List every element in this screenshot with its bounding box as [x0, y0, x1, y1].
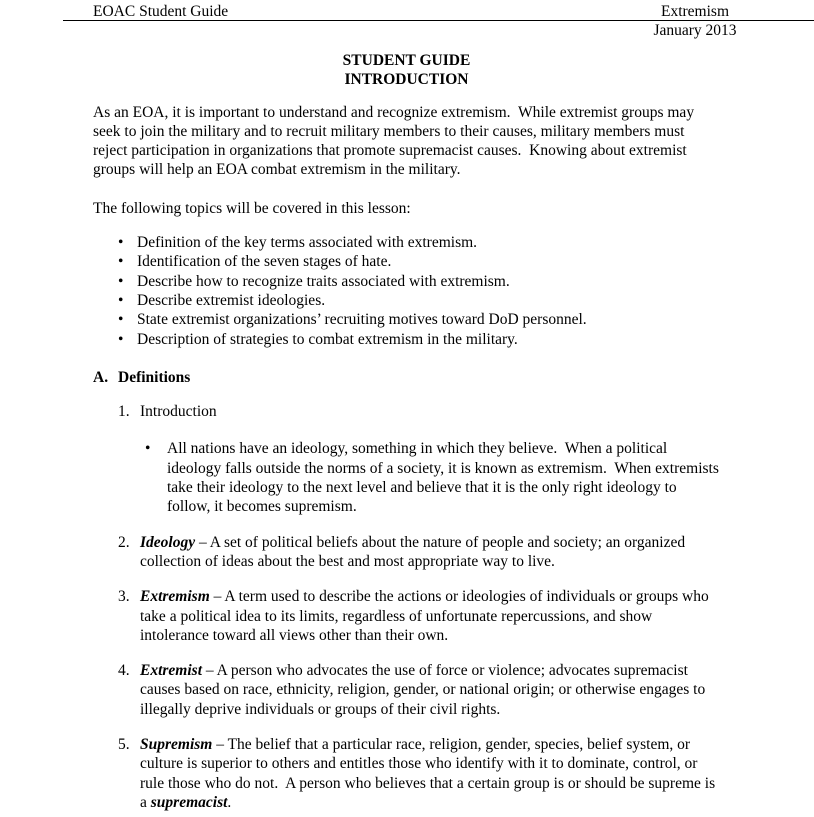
bullet-icon: •: [118, 272, 124, 290]
definition-term: Ideology: [140, 533, 196, 551]
definition-description: – A term used to describe the actions or ideologies of individuals or groups who take a political idea to its limits, regardless of unfortunate repercussions, and show intolerance toward all views other than their own.: [140, 588, 713, 644]
list-item: [118, 252, 720, 271]
definition-term: Extremism: [140, 588, 210, 606]
list-item: [118, 291, 720, 310]
definition-text: [140, 587, 720, 645]
bullet-icon: •: [118, 253, 124, 271]
section-title: Definitions: [118, 368, 191, 386]
item-number: 3.: [118, 588, 130, 606]
list-item-text: Describe how to recognize traits associated with extremism.: [137, 272, 510, 290]
definition-term: Supremism: [140, 736, 213, 754]
list-item-text: Description of strategies to combat extremism in the military.: [137, 330, 518, 348]
item-number: 4.: [118, 662, 130, 680]
bullet-icon: •: [118, 234, 124, 252]
section-label: A.: [93, 368, 109, 386]
header-date: January 2013: [653, 22, 737, 40]
item-number: 5.: [118, 736, 130, 754]
topics-heading: The following topics will be covered in this lesson:: [93, 199, 411, 217]
definition-text: [140, 735, 720, 812]
definition-term: Extremist: [140, 662, 203, 680]
introduction-bullet-item: [145, 439, 723, 516]
header-left-title: EOAC Student Guide: [93, 3, 229, 20]
page-title-line1: STUDENT GUIDE: [342, 52, 471, 69]
definition-tail-text: .: [227, 793, 232, 811]
bullet-icon: •: [118, 291, 124, 309]
list-item: [118, 233, 720, 252]
item-number: 1.: [118, 403, 130, 421]
list-item-text: Definition of the key terms associated with extremism.: [137, 234, 478, 252]
list-item-text: Identification of the seven stages of hate.: [137, 253, 392, 271]
section-heading-definitions: [93, 368, 720, 387]
bullet-icon: •: [118, 330, 124, 348]
definition-text: [140, 661, 720, 719]
definition-description: – A person who advocates the use of force or violence; advocates supremacist causes based on race, ethnicity, religion, gender, or national origin; or otherwise engages to illegally deprive individuals or groups of their civil rights.: [140, 662, 710, 718]
bullet-icon: •: [118, 311, 124, 329]
page-title: [93, 51, 720, 90]
header-subject: Extremism: [660, 3, 730, 20]
topics-list: [93, 233, 720, 349]
definition-item-extremism: [118, 587, 720, 645]
list-item-text: Describe extremist ideologies.: [137, 291, 326, 309]
list-item: [118, 272, 720, 291]
list-item-introduction: [118, 402, 720, 421]
list-item: [118, 330, 720, 349]
definition-description: – The belief that a particular race, religion, gender, species, belief system, or culture is superior to others and entitles those who identify with it to dominate, control, or rule those who do not. A person who believes that a certain group is or should be supreme is a: [140, 736, 719, 811]
item-number: 2.: [118, 533, 130, 551]
definition-description: – A set of political beliefs about the nature of people and society; an organized collection of ideas about the best and most appropriate way to live.: [140, 533, 689, 570]
definition-tail-term: supremacist: [150, 793, 228, 811]
definition-item-supremism: [118, 735, 720, 812]
definition-item-extremist: [118, 661, 720, 719]
list-item-text: State extremist organizations’ recruiting motives toward DoD personnel.: [137, 311, 587, 329]
definition-text: [140, 533, 720, 572]
page-title-line2: INTRODUCTION: [344, 71, 469, 89]
list-item: [118, 310, 720, 329]
item-title: Introduction: [140, 403, 217, 421]
definition-item-ideology: [118, 533, 720, 572]
bullet-icon: •: [145, 440, 151, 458]
intro-paragraph: As an EOA, it is important to understand and recognize extremism. While extremist groups may seek to join the military and to recruit military members to their causes, military members must reject participation in organizations that promote supremacist causes. Knowing about extremist groups will help an EOA combat extremism in the military.: [93, 103, 698, 179]
introduction-bullet-text: All nations have an ideology, something in which they believe. When a political ideology falls outside the norms of a society, it is known as extremism. When extremists take their ideology to the next level and believe that it is the only right ideology to follow, it becomes supremism.: [167, 440, 723, 516]
